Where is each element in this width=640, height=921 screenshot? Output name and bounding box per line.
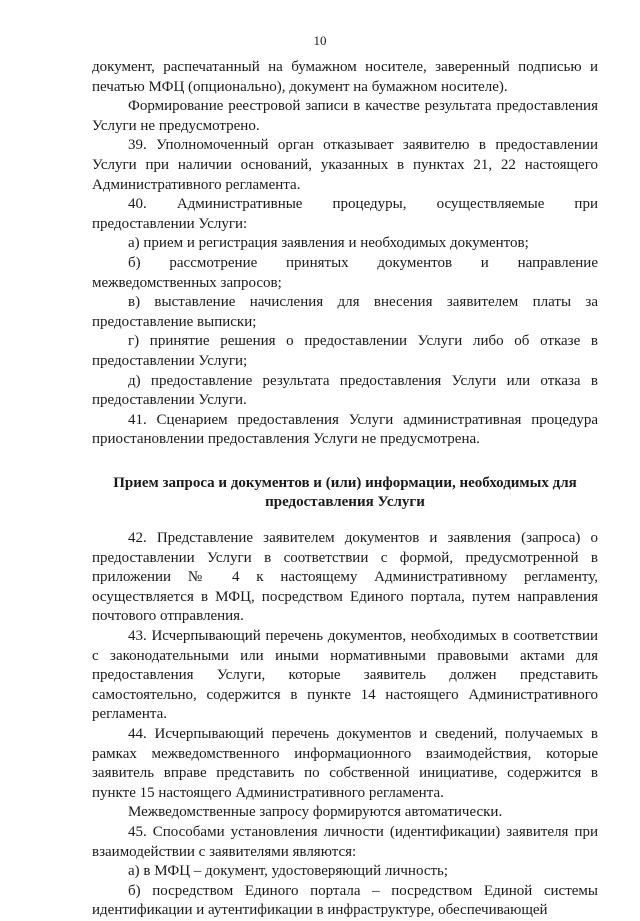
document-body bbox=[92, 58, 598, 921]
paragraph-41: 41. Сценарием предоставления Услуги административная процедура приостановлении предоставления Услуги не предусмотрена. bbox=[92, 411, 598, 448]
list-item: б) посредством Единого портала – посредством Единой системы идентификации и аутентификации в инфраструктуре, обеспечивающей bbox=[92, 882, 598, 919]
paragraph-43: 43. Исчерпывающий перечень документов, необходимых в соответствии с законодательными или иными нормативными правовыми актами для предоставления Услуги, которые заявитель должен представить самостоятельно, содержится в пункте 14 настоящего Административного регламента. bbox=[92, 628, 598, 723]
paragraph: документ, распечатанный на бумажном носителе, заверенный подписью и печатью МФЦ (опционально), документ на бумажном носителе). bbox=[92, 59, 598, 95]
paragraph-39: 39. Уполномоченный орган отказывает заявителю в предоставлении Услуги при наличии оснований, указанных в пунктах 21, 22 настоящего Административного регламента. bbox=[92, 137, 598, 193]
section-heading: Прием запроса и документов и (или) информации, необходимых для предоставления Услуги bbox=[113, 474, 577, 511]
paragraph-40: 40. Административные процедуры, осуществляемые при предоставлении Услуги: bbox=[92, 196, 598, 232]
list-item: г) принятие решения о предоставлении Услуги либо об отказе в предоставлении Услуги; bbox=[92, 333, 598, 369]
list-item: а) в МФЦ – документ, удостоверяющий личность; bbox=[128, 863, 449, 880]
paragraph-44: 44. Исчерпывающий перечень документов и сведений, получаемых в рамках межведомственного информационного взаимодействия, которые заявитель вправе представить по собственной инициативе, содержится в пункте 15 настоящего Административного регламента. bbox=[92, 726, 598, 801]
paragraph: Межведомственные запросу формируются автоматически. bbox=[128, 804, 503, 821]
list-item: в) выставление начисления для внесения заявителем платы за предоставление выписки; bbox=[92, 294, 598, 330]
list-item: а) прием и регистрация заявления и необходимых документов; bbox=[128, 235, 529, 252]
paragraph: Формирование реестровой записи в качестве результата предоставления Услуги не предусмотрено. bbox=[92, 98, 598, 134]
list-item: д) предоставление результата предоставления Услуги или отказа в предоставлении Услуги. bbox=[92, 372, 598, 409]
page-number: 10 bbox=[313, 33, 327, 48]
paragraph-45: 45. Способами установления личности (идентификации) заявителя при взаимодействии с заявителями являются: bbox=[92, 823, 598, 860]
list-item: б) рассмотрение принятых документов и направление межведомственных запросов; bbox=[92, 254, 598, 291]
paragraph-42: 42. Представление заявителем документов и заявления (запроса) о предоставлении Услуги в соответствии с формой, предусмотренной в приложении № 4 к настоящему Административному регламенту, осуществляется в МФЦ, посредством Единого портала, путем направления почтового отправления. bbox=[92, 530, 598, 625]
